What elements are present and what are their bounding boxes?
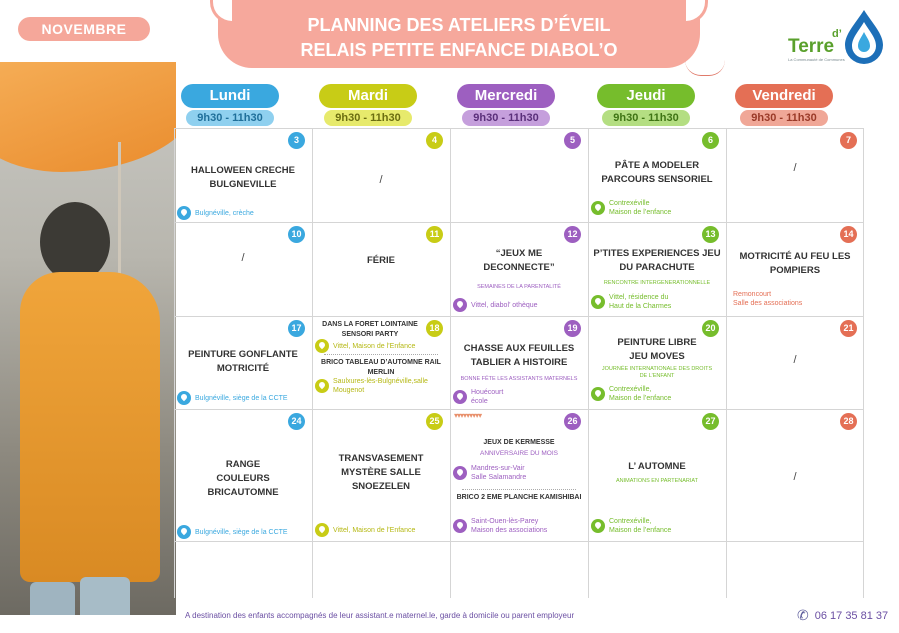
location [315, 377, 428, 395]
location-text: Bulgnéville, crèche [195, 209, 254, 217]
location [177, 206, 254, 220]
location-text: Houécourt école [471, 389, 504, 405]
day-cell-6 [588, 128, 726, 221]
activity-note: ANIMATIONS EN PARTENARIAT [615, 478, 699, 484]
day-cell-7 [726, 128, 864, 221]
activity-title: HALLOWEEN CRECHE BULGNEVILLE [191, 165, 295, 190]
day-cell-10 [174, 222, 312, 315]
footer-note: A destination des enfants accompagnés de leur assistant.e maternel.le, garde à domicile ou parent employeur [185, 611, 575, 620]
location-pin-icon [453, 466, 467, 480]
date-badge: 12 [564, 226, 581, 243]
no-activity: / [793, 354, 797, 366]
date-badge: 6 [702, 132, 719, 149]
day-cell-24 [174, 409, 312, 541]
no-activity: / [241, 252, 245, 264]
activity-title: TRANSVASEMENT MYSTÈRE SALLE SNOEZELEN [338, 453, 424, 492]
day-cell-27 [588, 409, 726, 541]
location-text: Mandres-sur-Vair Salle Salamandre [471, 465, 527, 481]
activity-title: P’TITES EXPERIENCES JEU DU PARACHUTE [593, 248, 721, 273]
day-hours: 9h30 - 11h30 [324, 110, 412, 126]
child-rain-photo [0, 62, 176, 615]
location [453, 464, 526, 482]
activity-note: BONNE FÊTE LES ASSISTANTS MATERNELS [460, 376, 578, 382]
separator [462, 489, 576, 490]
day-header-mercredi [457, 84, 555, 126]
activity-title: CHASSE AUX FEUILLES TABLIER A HISTOIRE [463, 343, 575, 368]
umbrella-shape [0, 62, 176, 172]
activity-title: FÉRIE [367, 255, 395, 266]
day-cell-28 [726, 409, 864, 541]
day-cell-21 [726, 316, 864, 409]
activity-note: JOURNÉE INTERNATIONALE DES DROITS DE L’ENFANT [601, 366, 713, 379]
terre-logo [785, 8, 890, 68]
location-pin-icon [177, 525, 191, 539]
raincoat-shape [20, 272, 160, 582]
activity-title: BRICO 2 EME PLANCHE KAMISHIBAI [456, 494, 582, 501]
day-name: Jeudi [597, 84, 695, 108]
day-hours: 9h30 - 11h30 [740, 110, 828, 126]
activity-title: MOTRICITÉ AU FEU LES POMPIERS [739, 251, 851, 276]
day-hours: 9h30 - 11h30 [462, 110, 550, 126]
date-badge: 10 [288, 226, 305, 243]
activity-note: ANNIVERSAIRE DU MOIS [479, 450, 558, 457]
day-cell-5 [450, 128, 588, 221]
location-text: Contrexéville Maison de l’enfance [609, 200, 672, 216]
location [453, 517, 547, 535]
date-badge: 21 [840, 320, 857, 337]
date-badge: 11 [426, 226, 443, 243]
date-badge: 27 [702, 413, 719, 430]
activity-note: RENCONTRE INTERGENERATIONNELLE [603, 280, 711, 286]
day-cell-25 [312, 409, 450, 541]
date-badge: 24 [288, 413, 305, 430]
location [591, 517, 671, 535]
activity-title: “JEUX ME DECONNECTE” [483, 248, 555, 273]
activity-title: PEINTURE LIBRE JEU MOVES [617, 337, 697, 362]
location [177, 391, 288, 405]
location-text: Vittel, résidence du Haut de la Charmes [609, 294, 672, 310]
day-name: Lundi [181, 84, 279, 108]
day-header-jeudi [597, 84, 695, 126]
date-badge: 25 [426, 413, 443, 430]
location-pin-icon [315, 339, 329, 353]
calendar-grid [174, 128, 864, 598]
date-badge: 7 [840, 132, 857, 149]
no-activity: / [793, 471, 797, 483]
date-badge: 19 [564, 320, 581, 337]
location [177, 525, 288, 539]
activity-title: BRICO TABLEAU D’AUTOMNE RAIL MERLIN [321, 359, 441, 376]
date-badge: 14 [840, 226, 857, 243]
location [453, 388, 503, 406]
location-text: Contrexéville, Maison de l’enfance [609, 386, 672, 402]
location-text: Saint-Ouen-lès-Parey Maison des associations [471, 518, 548, 534]
no-activity: / [379, 174, 383, 186]
date-badge: 5 [564, 132, 581, 149]
devil-tail-icon [685, 60, 725, 76]
activity-title: DANS LA FORET LOINTAINE SENSORI PARTY [322, 321, 418, 338]
day-cell-19 [450, 316, 588, 409]
location-text: Saulxures-lès-Bulgnéville,salle Mougenot [333, 378, 428, 394]
location-text: Bulgnéville, siège de la CCTE [195, 528, 288, 536]
page-subtitle: RELAIS PETITE ENFANCE DIABOL’O [300, 40, 618, 60]
location-text: Bulgnéville, siège de la CCTE [195, 394, 288, 402]
no-activity: / [793, 162, 797, 174]
phone-number: 06 17 35 81 37 [814, 609, 889, 622]
activity-title: PEINTURE GONFLANTE MOTRICITÉ [188, 349, 298, 374]
day-cell-13 [588, 222, 726, 315]
day-header-vendredi [735, 84, 833, 126]
bunting-icon: ▾▾▾▾▾▾▾▾▾ [454, 411, 482, 420]
location-pin-icon [591, 387, 605, 401]
date-badge: 20 [702, 320, 719, 337]
day-cell-17 [174, 316, 312, 409]
activity-title: RANGE COULEURS BRICAUTOMNE [207, 459, 279, 498]
location-pin-icon [591, 295, 605, 309]
location [591, 199, 671, 217]
location-text: Vittel, Maison de l’Enfance [333, 342, 416, 350]
day-cell-3 [174, 128, 312, 221]
day-cell-4 [312, 128, 450, 221]
location-pin-icon [315, 379, 329, 393]
day-cell-11 [312, 222, 450, 315]
location [733, 290, 802, 308]
day-name: Vendredi [735, 84, 833, 108]
child-head-shape [40, 202, 110, 282]
logo-sup: d’ [832, 28, 842, 40]
activity-note: SEMAINES DE LA PARENTALITÉ [477, 284, 561, 290]
day-cell-14 [726, 222, 864, 315]
date-badge: 28 [840, 413, 857, 430]
location-text: Vittel, diabol’ othèque [471, 301, 538, 309]
day-hours: 9h30 - 11h30 [602, 110, 690, 126]
location-pin-icon [315, 523, 329, 537]
location-pin-icon [177, 391, 191, 405]
date-badge: 13 [702, 226, 719, 243]
boot-shape [80, 577, 130, 615]
day-cell-12 [450, 222, 588, 315]
location [315, 523, 415, 537]
logo-subtitle: La Communauté de Communes [788, 57, 845, 62]
separator [324, 354, 438, 355]
location-text: Vittel, Maison de l’Enfance [333, 526, 416, 534]
day-header-mardi [319, 84, 417, 126]
date-badge: 3 [288, 132, 305, 149]
day-cell-26 [450, 409, 588, 541]
location [315, 339, 415, 353]
day-cell-20 [588, 316, 726, 409]
date-badge: 17 [288, 320, 305, 337]
water-drop-icon [843, 8, 885, 64]
location [591, 385, 671, 403]
location-pin-icon [453, 298, 467, 312]
grid-line [174, 541, 864, 542]
location-pin-icon [177, 206, 191, 220]
boot-shape [30, 582, 75, 615]
month-badge: NOVEMBRE [18, 17, 150, 41]
activity-title: PÂTE A MODELER PARCOURS SENSORIEL [601, 160, 713, 185]
date-badge: 26 [564, 413, 581, 430]
day-hours: 9h30 - 11h30 [186, 110, 274, 126]
phone-contact [797, 607, 888, 624]
location-pin-icon [591, 519, 605, 533]
page-title: PLANNING DES ATELIERS D’ÉVEIL [307, 15, 611, 35]
day-cell-18 [312, 316, 450, 409]
date-badge: 4 [426, 132, 443, 149]
logo-word: Terre [788, 36, 835, 57]
location-text: Remoncourt Salle des associations [733, 291, 803, 307]
day-header-lundi [181, 84, 279, 126]
activity-title: L’ AUTOMNE [628, 461, 686, 472]
day-name: Mercredi [457, 84, 555, 108]
location [453, 298, 538, 312]
phone-icon: ✆ [797, 607, 809, 623]
location [591, 293, 671, 311]
activity-title: JEUX DE KERMESSE [483, 439, 555, 446]
date-badge: 18 [426, 320, 443, 337]
day-name: Mardi [319, 84, 417, 108]
location-pin-icon [453, 390, 467, 404]
location-pin-icon [591, 201, 605, 215]
location-pin-icon [453, 519, 467, 533]
title-banner [218, 0, 700, 68]
location-text: Contrexéville, Maison de l’enfance [609, 518, 672, 534]
